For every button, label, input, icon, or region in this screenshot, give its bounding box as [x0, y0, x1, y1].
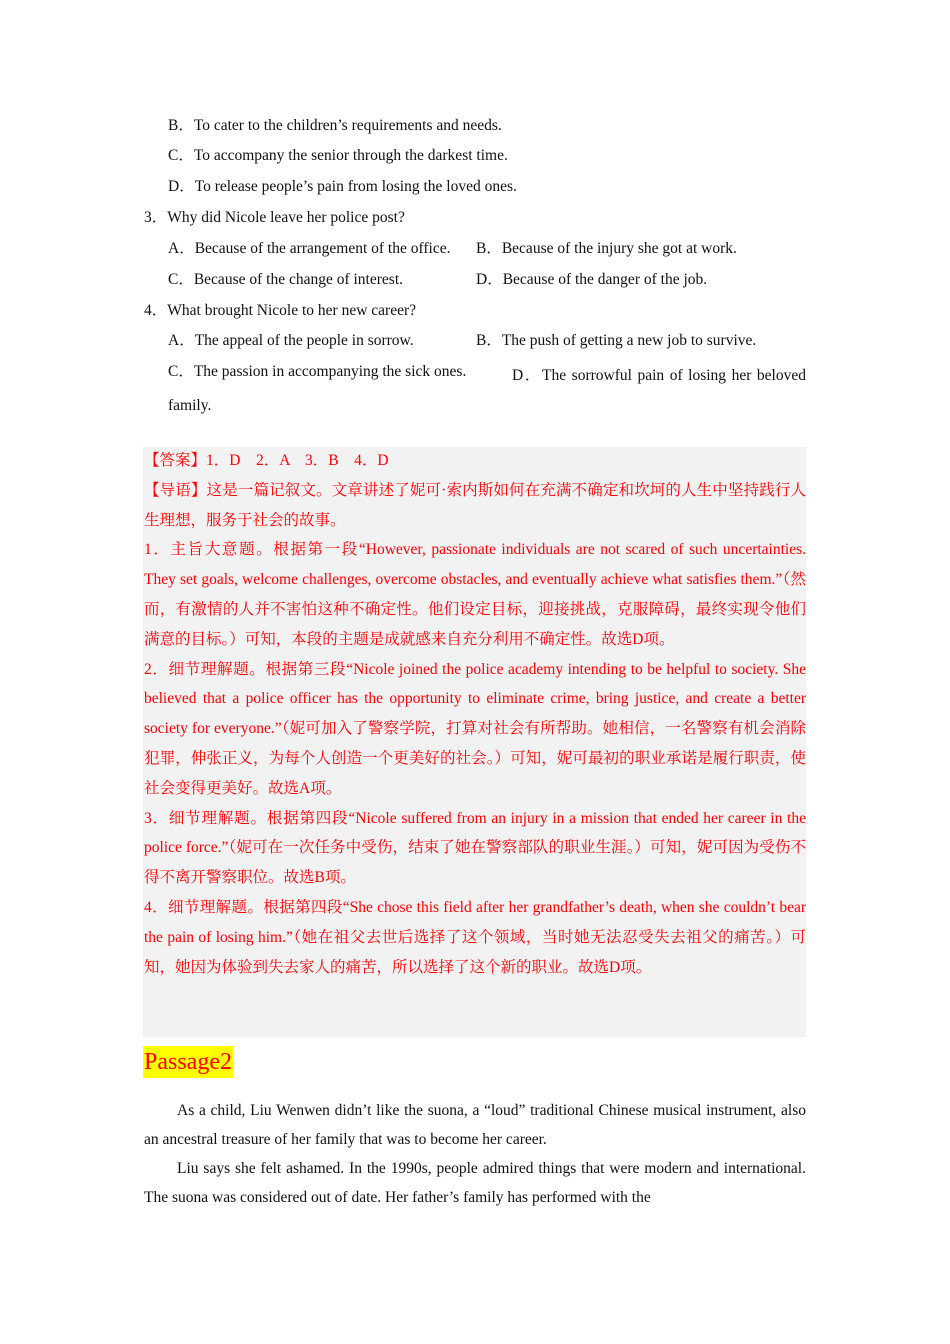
q4-option-a: A．The appeal of the people in sorrow.: [168, 332, 414, 349]
passage2-body: [144, 1096, 806, 1212]
passage2-paragraph-2: Liu says she felt ashamed. In the 1990s, people admired things that were modern and international. The suona was considered out of date. Her father’s family has performed with the: [144, 1160, 806, 1206]
passage2-title: Passage2: [143, 1046, 233, 1078]
q3-option-a: A．Because of the arrangement of the office.: [168, 240, 451, 257]
q4-question: 4．What brought Nicole to her new career?: [144, 302, 416, 319]
answer-explanation-2: 2．细节理解题。根据第三段“Nicole joined the police academy intending to be helpful to society. She believed that a police officer has the opportunity to eliminate crime, bring justice, and create a better society for everyone.”（妮可加入了警察学院，打算对社会有所帮助。她相信，一名警察有机会消除犯罪，伸张正义，为每个人创造一个更美好的社会。）可知，妮可最初的职业承诺是履行职责，使社会变得更美好。故选A项。: [144, 660, 806, 797]
passage2-paragraph-1: As a child, Liu Wenwen didn’t like the suona, a “loud” traditional Chinese musical instrument, also an ancestral treasure of her family that was to become her career.: [144, 1102, 806, 1148]
q4-option-c: C．The passion in accompanying the sick ones.: [168, 363, 467, 380]
answer-explanation-1: 1．主旨大意题。根据第一段“However, passionate individuals are not scared of such uncertainties. They set goals, welcome challenges, overcome obstacles, and eventually achieve what satisfies them.”（然而，有激情的人并不害怕这种不确定性。他们设定目标，迎接挑战，克服障碍，最终实现令他们满意的目标。）可知，本段的主题是成就感来自充分利用不确定性。故选D项。: [144, 541, 806, 648]
answer-key: 【答案】1．D 2．A 3．B 4．D: [144, 452, 389, 469]
answer-intro: 【导语】这是一篇记叙文。文章讲述了妮可·索内斯如何在充满不确定和坎坷的人生中坚持践行人生理想，服务于社会的故事。: [144, 481, 806, 529]
q3-option-b: B．Because of the injury she got at work.: [476, 240, 737, 257]
answer-explanation-3: 3．细节理解题。根据第四段“Nicole suffered from an injury in a mission that ended her career in the police force.”（妮可在一次任务中受伤，结束了她在警察部队的职业生涯。）可知，妮可因为受伤不得不离开警察职位。故选B项。: [144, 809, 806, 887]
q3-option-c: C．Because of the change of interest.: [168, 271, 403, 288]
q3-question: 3．Why did Nicole leave her police post?: [144, 209, 405, 226]
q2-option-c: C．To accompany the senior through the darkest time.: [168, 147, 508, 164]
answer-explanation-4: 4．细节理解题。根据第四段“She chose this field after her grandfather’s death, when she couldn’t bear the pain of losing him.”（她在祖父去世后选择了这个领域，当时她无法忍受失去祖父的痛苦。）可知，她因为体验到失去家人的痛苦，所以选择了这个新的职业。故选D项。: [144, 898, 806, 976]
answer-explanations: [144, 446, 806, 982]
q4-option-b: B．The push of getting a new job to survive.: [476, 332, 757, 349]
q2-option-d: D．To release people’s pain from losing the loved ones.: [168, 178, 517, 195]
q3-option-d: D．Because of the danger of the job.: [476, 271, 708, 288]
q4-option-d: D．The sorrowful pain of losing her beloved family.: [168, 367, 806, 414]
q2-option-b: B．To cater to the children’s requirements and needs.: [168, 117, 502, 134]
